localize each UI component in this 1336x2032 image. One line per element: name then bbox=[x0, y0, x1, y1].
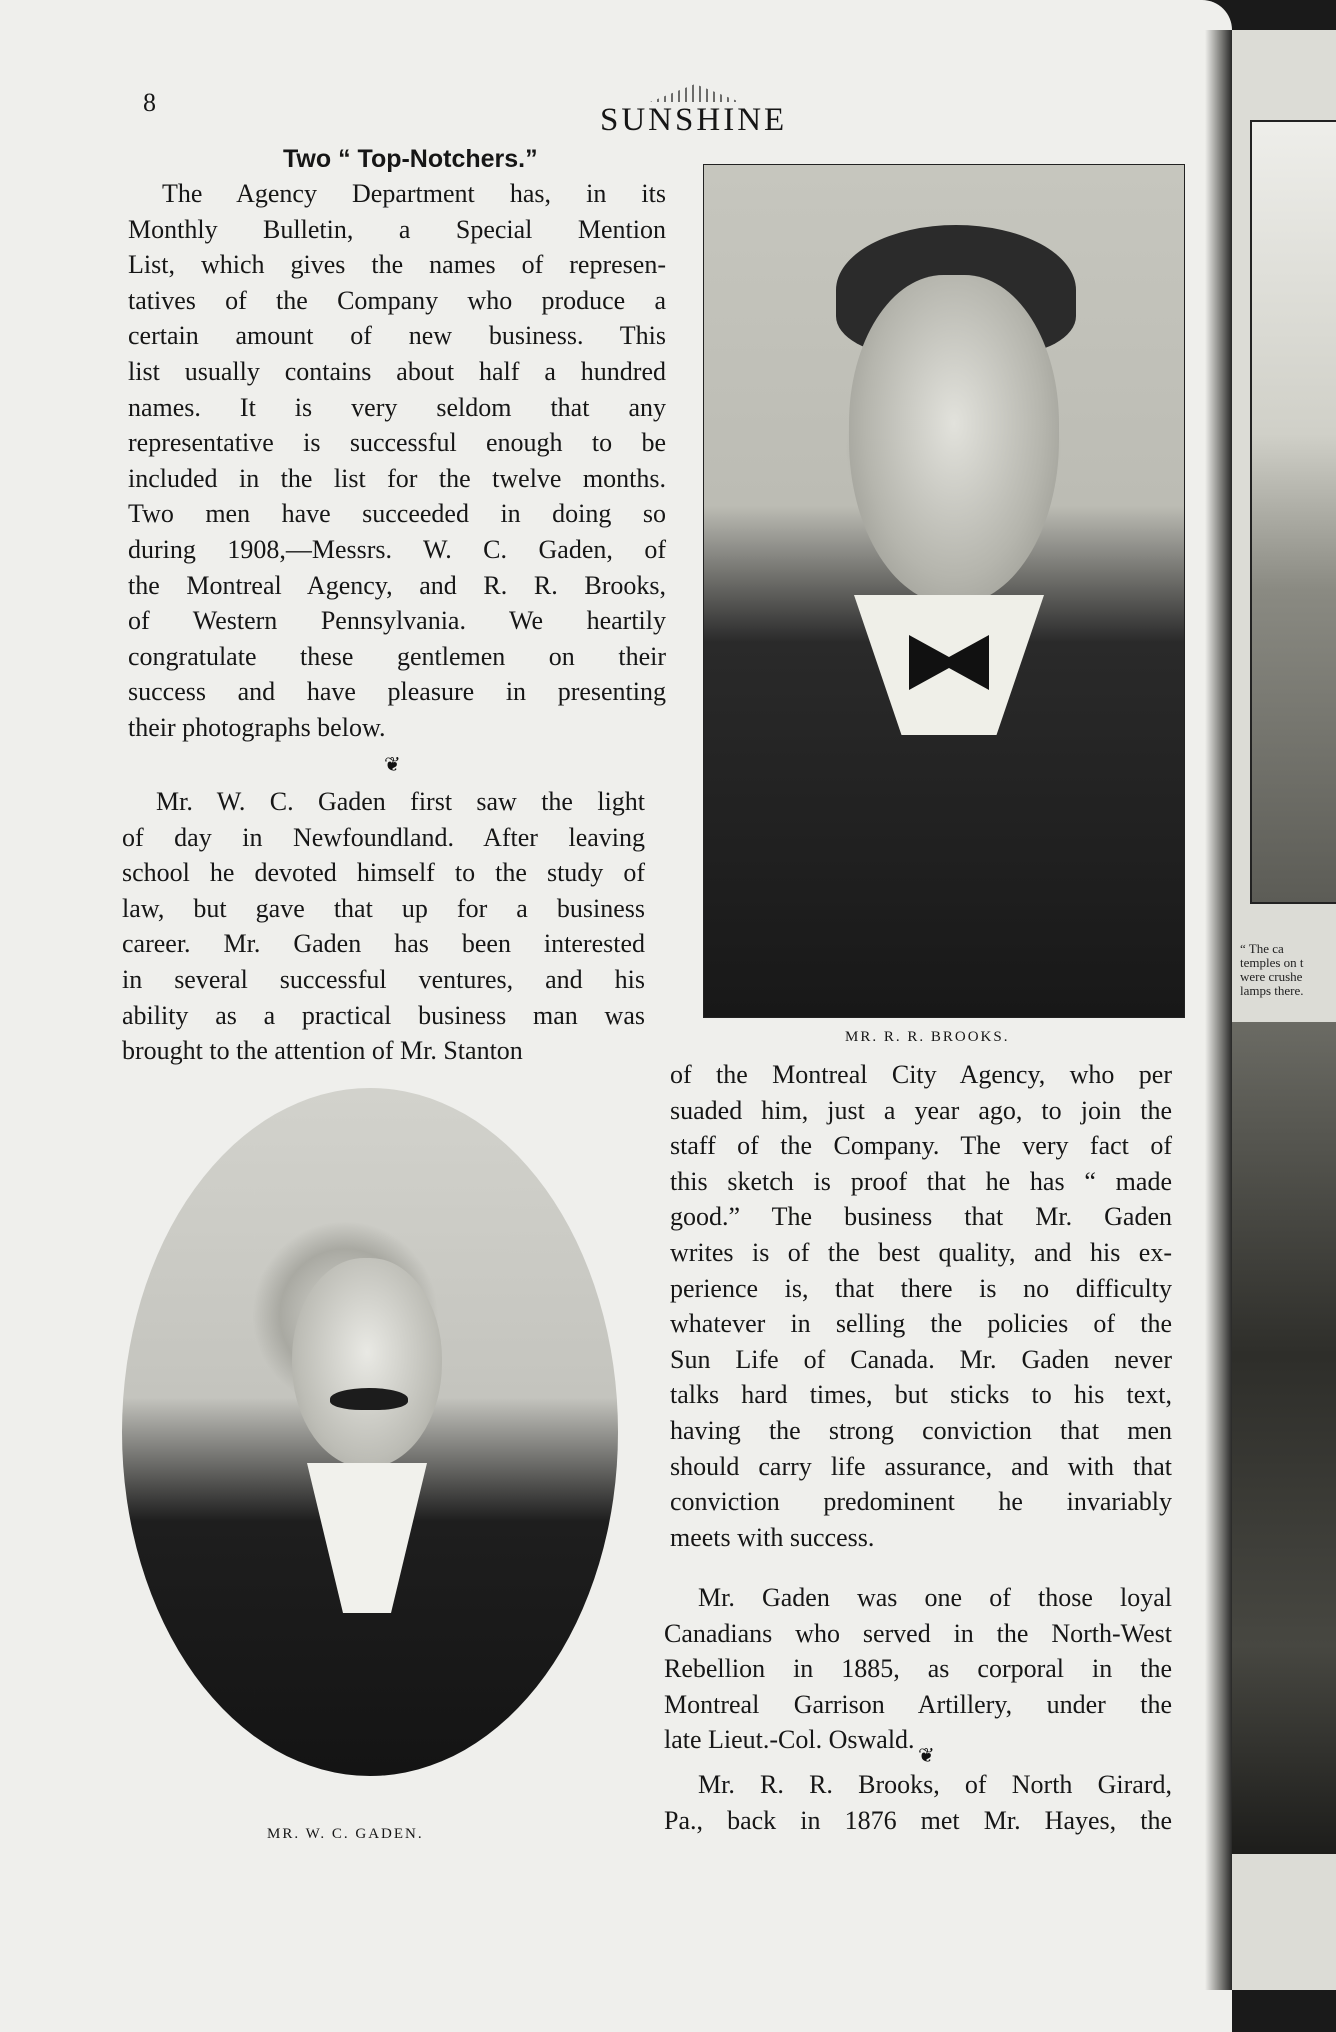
text-line: suaded him, just a year ago, to join the bbox=[670, 1095, 1172, 1125]
text-line: during 1908,—Messrs. W. C. Gaden, of bbox=[128, 534, 666, 564]
adjacent-page-caption: “ The ca temples on t were crushe lamps there. bbox=[1240, 941, 1304, 998]
ornament-divider: ❦ bbox=[918, 1745, 935, 1767]
masthead-title: SUNSHINE bbox=[600, 102, 788, 138]
text-line: Mr. W. C. Gaden first saw the light bbox=[156, 787, 645, 816]
portrait-moustache bbox=[330, 1388, 408, 1410]
paragraph-text bbox=[664, 1580, 1172, 1758]
text-line: of day in Newfoundland. After leaving bbox=[122, 822, 645, 852]
paragraph-text bbox=[122, 784, 645, 1069]
text-line: of Western Pennsylvania. We heartily bbox=[128, 606, 666, 636]
text-line: Two men have succeeded in doing so bbox=[128, 499, 666, 529]
text-line: law, but gave that up for a business bbox=[122, 893, 645, 923]
text-line: Mr. Gaden was one of those loyal bbox=[698, 1583, 1172, 1612]
book-spine bbox=[1205, 30, 1235, 1990]
text-line: whatever in selling the policies of the bbox=[670, 1309, 1172, 1339]
text-line: Monthly Bulletin, a Special Mention bbox=[128, 214, 666, 244]
text-line: Mr. R. R. Brooks, of North Girard, bbox=[698, 1770, 1172, 1799]
text-line: Sun Life of Canada. Mr. Gaden never bbox=[670, 1344, 1172, 1374]
article-paragraph-2 bbox=[122, 784, 645, 1069]
paragraph-text bbox=[664, 1767, 1172, 1838]
text-line: Canadians who served in the North-West bbox=[664, 1618, 1172, 1648]
page-number: 8 bbox=[143, 88, 156, 117]
adjacent-page-photo bbox=[1232, 1022, 1336, 1854]
paragraph-text bbox=[670, 1057, 1172, 1555]
text-line: late Lieut.-Col. Oswald. bbox=[664, 1725, 915, 1755]
caption-brooks: MR. R. R. BROOKS. bbox=[845, 1029, 1010, 1045]
text-line: brought to the attention of Mr. Stanton bbox=[122, 1036, 523, 1066]
text-line: included in the list for the twelve months. bbox=[128, 463, 666, 493]
text-line: list usually contains about half a hundred bbox=[128, 356, 666, 386]
text-line: this sketch is proof that he has “ made bbox=[670, 1166, 1172, 1196]
article-heading: Two “ Top-Notchers.” bbox=[283, 145, 538, 173]
text-line: names. It is very seldom that any bbox=[128, 392, 666, 422]
article-paragraph-3 bbox=[670, 1057, 1172, 1555]
adjacent-page-photo bbox=[1250, 120, 1336, 904]
text-line: List, which gives the names of represen- bbox=[128, 250, 666, 280]
portrait-face bbox=[849, 275, 1059, 605]
text-line: career. Mr. Gaden has been interested bbox=[122, 929, 645, 959]
portrait-collar bbox=[307, 1463, 427, 1613]
text-line: Rebellion in 1885, as corporal in the bbox=[664, 1654, 1172, 1684]
text-line: school he devoted himself to the study of bbox=[122, 858, 645, 888]
paragraph-text bbox=[128, 176, 666, 746]
ornament-divider: ❦ bbox=[384, 754, 401, 776]
text-line: the Montreal Agency, and R. R. Brooks, bbox=[128, 570, 666, 600]
text-line: meets with success. bbox=[670, 1522, 875, 1552]
text-line: success and have pleasure in presenting bbox=[128, 677, 666, 707]
text-line: Pa., back in 1876 met Mr. Hayes, the bbox=[664, 1805, 1172, 1835]
text-line: their photographs below. bbox=[128, 712, 386, 742]
text-line: conviction predominent he invariably bbox=[670, 1487, 1172, 1517]
text-line: ability as a practical business man was bbox=[122, 1000, 645, 1030]
masthead bbox=[600, 102, 787, 139]
text-line: staff of the Company. The very fact of bbox=[670, 1131, 1172, 1161]
portrait-face bbox=[292, 1258, 442, 1468]
text-line: should carry life assurance, and with that bbox=[670, 1451, 1172, 1481]
portrait-gaden bbox=[122, 1088, 618, 1776]
text-line: perience is, that there is no difficulty bbox=[670, 1273, 1172, 1303]
article-paragraph-4 bbox=[664, 1580, 1172, 1758]
article-paragraph-1 bbox=[128, 176, 666, 746]
text-line: The Agency Department has, in its bbox=[162, 179, 666, 208]
text-line: of the Montreal City Agency, who per bbox=[670, 1060, 1172, 1089]
text-line: having the strong conviction that men bbox=[670, 1415, 1172, 1445]
text-line: good.” The business that Mr. Gaden bbox=[670, 1202, 1172, 1232]
text-line: talks hard times, but sticks to his text, bbox=[670, 1380, 1172, 1410]
text-line: Montreal Garrison Artillery, under the bbox=[664, 1689, 1172, 1719]
text-line: certain amount of new business. This bbox=[128, 321, 666, 351]
text-line: congratulate these gentlemen on their bbox=[128, 641, 666, 671]
text-line: representative is successful enough to be bbox=[128, 428, 666, 458]
portrait-brooks bbox=[703, 164, 1185, 1018]
text-line: writes is of the best quality, and his ex- bbox=[670, 1237, 1172, 1267]
caption-gaden: MR. W. C. GADEN. bbox=[267, 1826, 424, 1842]
article-paragraph-5 bbox=[664, 1767, 1172, 1838]
text-line: tatives of the Company who produce a bbox=[128, 285, 666, 315]
text-line: in several successful ventures, and his bbox=[122, 964, 645, 994]
